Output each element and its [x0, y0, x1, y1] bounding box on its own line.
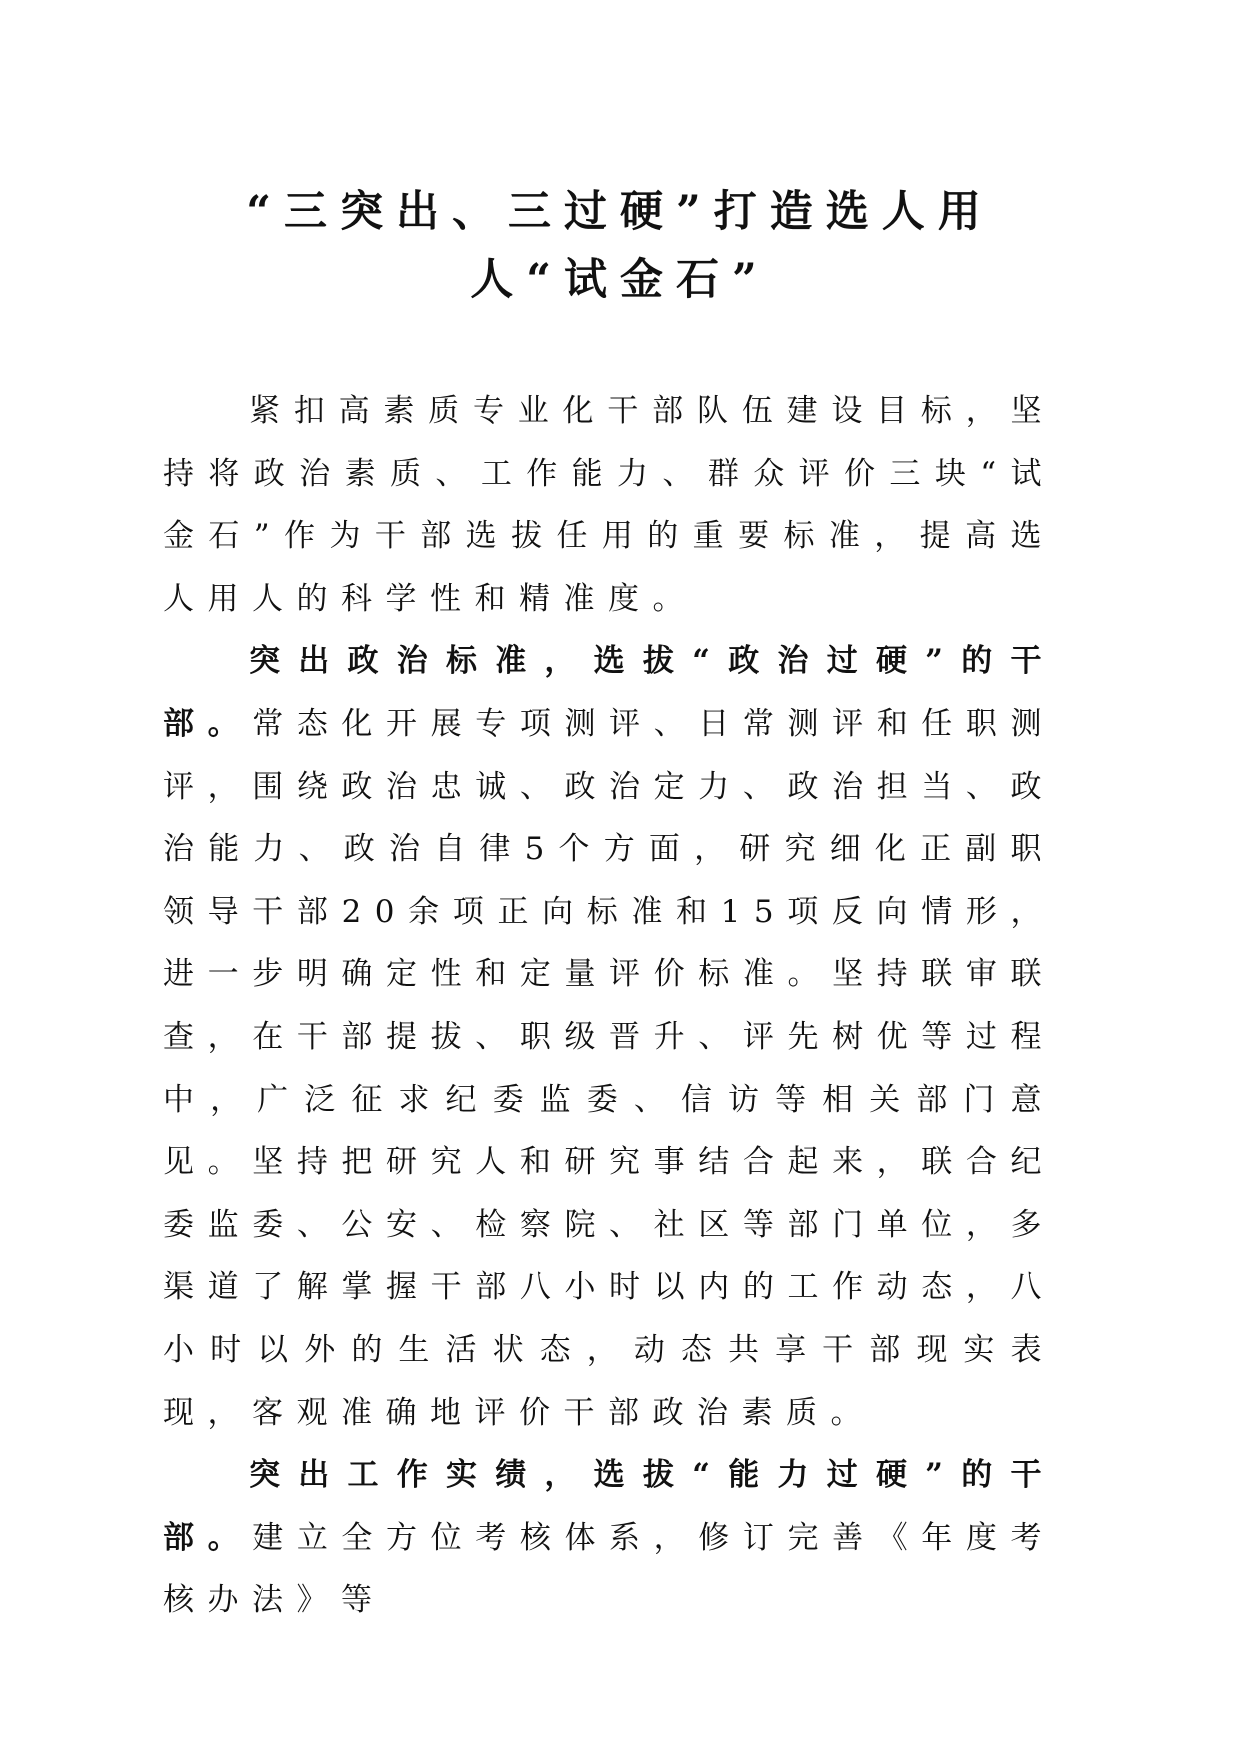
title-line-2: 人“试金石”	[470, 255, 770, 305]
political-standard-paragraph	[163, 630, 1055, 1444]
paragraph-text: 建立全方位考核体系，修订完善《年度考核办法》等	[163, 1519, 1056, 1619]
intro-paragraph	[163, 380, 1055, 630]
title-line-1: “三突出、三过硬”打造选人用	[246, 187, 994, 237]
paragraph-lead-heading: 突出政治标准，选拔“政治过硬”的干部。	[163, 643, 1055, 742]
paragraph-text: 常态化开展专项测评、日常测评和任职测评，围绕政治忠诚、政治定力、政治担当、政治能力、政治自律5个方面，研究细化正副职领导干部20余项正向标准和15项反向情形，进一步明确定性和定量评价标准。坚持联审联查，在干部提拔、职级晋升、评先树优等过程中，广泛征求纪委监委、信访等相关部门意见。坚持把研究人和研究事结合起来，联合纪委监委、公安、检察院、社区等部门单位，多渠道了解掌握干部八小时以内的工作动态，八小时以外的生活状态，动态共享干部现实表现，客观准确地评价干部政治素质。	[163, 705, 1056, 1431]
paragraph-text: 紧扣高素质专业化干部队伍建设目标，坚持将政治素质、工作能力、群众评价三块“试金石”作为干部选拔任用的重要标准，提高选人用人的科学性和精准度。	[163, 393, 1055, 617]
work-performance-paragraph	[163, 1444, 1055, 1632]
paragraph-lead-heading: 突出工作实绩，选拔“能力过硬”的干部。	[163, 1457, 1055, 1556]
document-body	[163, 380, 1055, 1632]
document-title	[150, 178, 1090, 314]
